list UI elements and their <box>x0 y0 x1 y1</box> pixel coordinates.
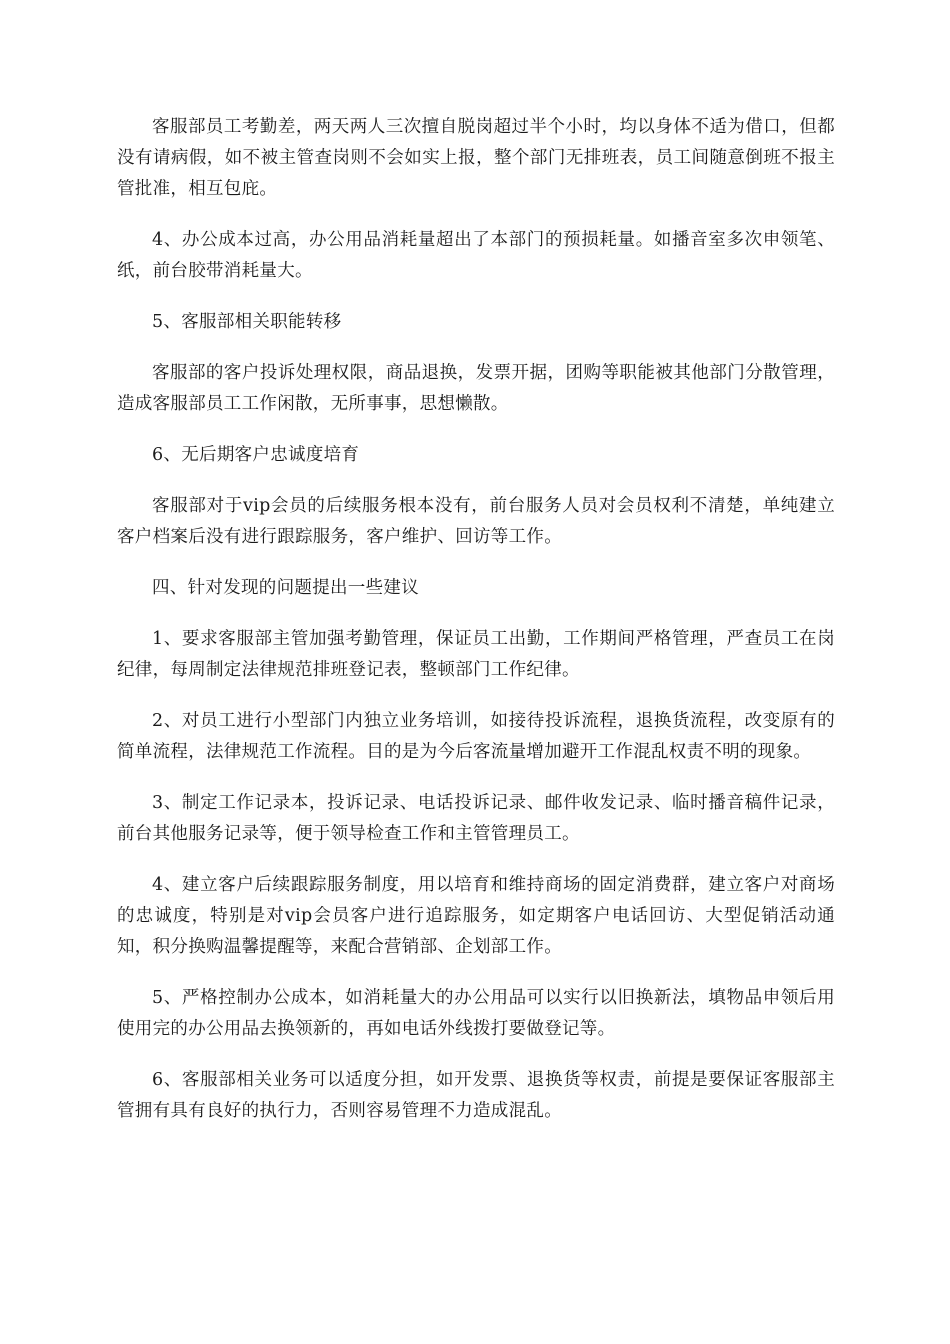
suggestion-2: 2、对员工进行小型部门内独立业务培训，如接待投诉流程，退换货流程，改变原有的简单流程，法律规范工作流程。目的是为今后客流量增加避开工作混乱权责不明的现象。 <box>117 711 835 762</box>
paragraph-attendance-issue: 客服部员工考勤差，两天两人三次擅自脱岗超过半个小时，均以身体不适为借口，但都没有请病假，如不被主管查岗则不会如实上报，整个部门无排班表，员工间随意倒班不报主管批准，相互包庇。 <box>117 117 835 199</box>
section-heading-suggestions: 四、针对发现的问题提出一些建议 <box>152 578 419 598</box>
paragraph-office-cost: 4、办公成本过高，办公用品消耗量超出了本部门的预损耗量。如播音室多次申领笔、纸，前台胶带消耗量大。 <box>117 230 835 281</box>
suggestion-5: 5、严格控制办公成本，如消耗量大的办公用品可以实行以旧换新法，填物品申领后用使用完的办公用品去换领新的，再如电话外线拨打要做登记等。 <box>117 988 835 1039</box>
suggestion-6: 6、客服部相关业务可以适度分担，如开发票、退换货等权责，前提是要保证客服部主管拥有具有良好的执行力，否则容易管理不力造成混乱。 <box>117 1070 835 1121</box>
paragraph-customer-loyalty: 客服部对于vip会员的后续服务根本没有，前台服务人员对会员权利不清楚，单纯建立客户档案后没有进行跟踪服务，客户维护、回访等工作。 <box>117 496 835 547</box>
suggestion-3: 3、制定工作记录本，投诉记录、电话投诉记录、邮件收发记录、临时播音稿件记录，前台其他服务记录等，便于领导检查工作和主管管理员工。 <box>117 793 835 844</box>
paragraph-function-transfer: 客服部的客户投诉处理权限，商品退换，发票开据，团购等职能被其他部门分散管理，造成客服部员工工作闲散，无所事事，思想懒散。 <box>117 363 835 414</box>
document-body <box>117 112 835 1147</box>
heading-function-transfer: 5、客服部相关职能转移 <box>152 312 342 332</box>
suggestion-4: 4、建立客户后续跟踪服务制度，用以培育和维持商场的固定消费群，建立客户对商场的忠诚度，特别是对vip会员客户进行追踪服务，如定期客户电话回访、大型促销活动通知，积分换购温馨提醒等，来配合营销部、企划部工作。 <box>117 875 835 957</box>
heading-customer-loyalty: 6、无后期客户忠诚度培育 <box>152 445 360 465</box>
suggestion-1: 1、要求客服部主管加强考勤管理，保证员工出勤，工作期间严格管理，严查员工在岗纪律，每周制定法律规范排班登记表，整顿部门工作纪律。 <box>117 629 835 680</box>
